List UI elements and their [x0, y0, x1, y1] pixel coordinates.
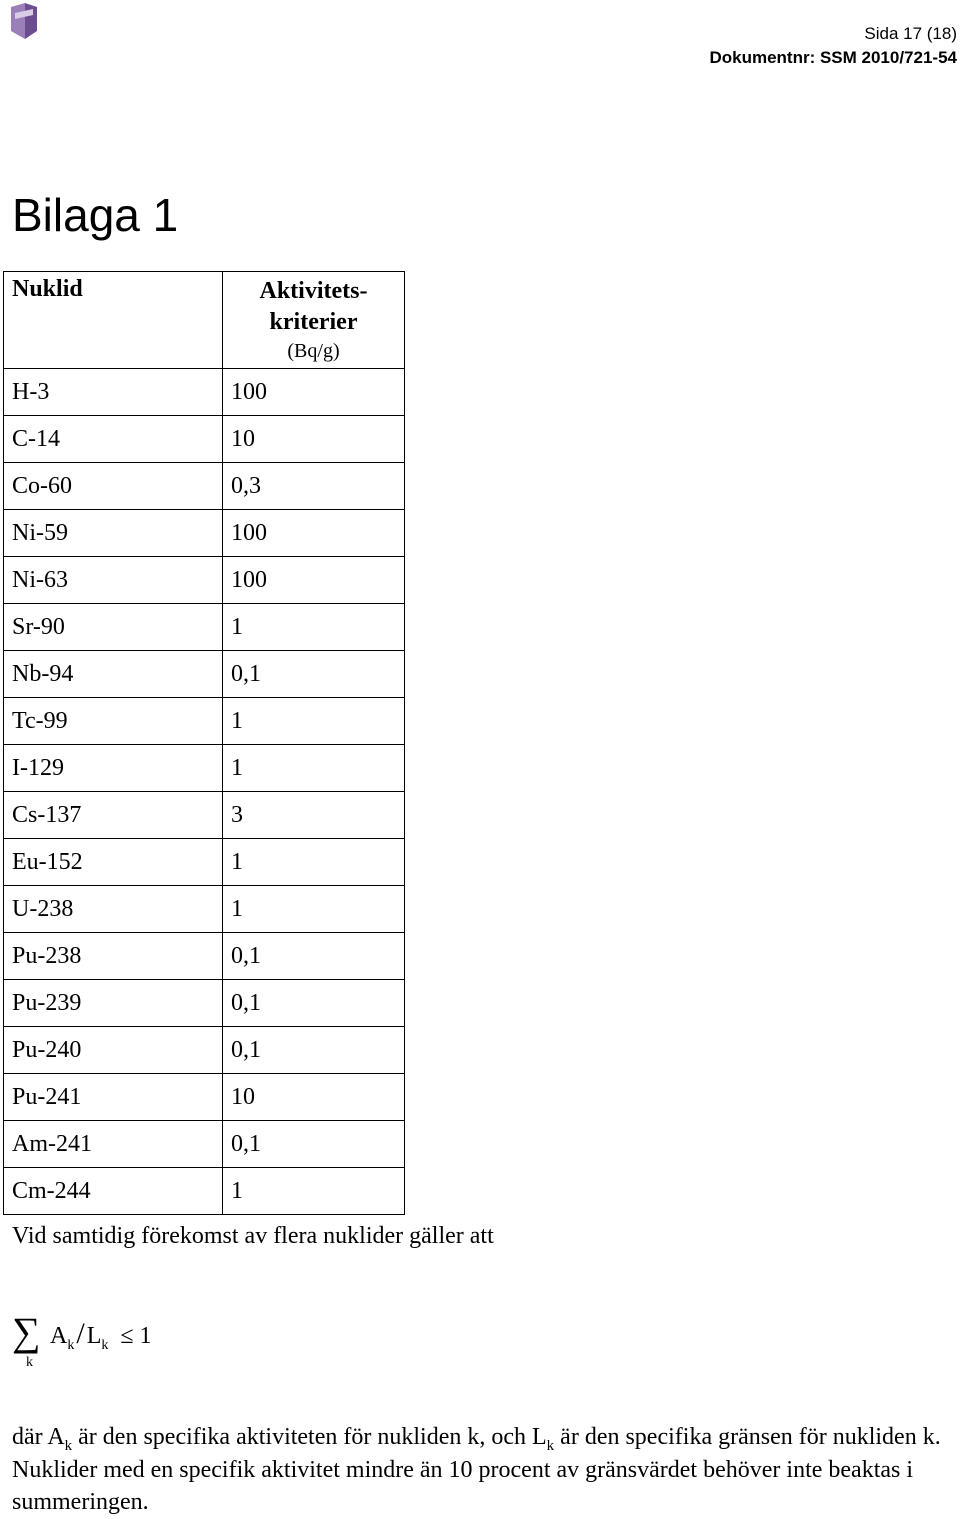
activity-value-cell: 0,1	[223, 1121, 405, 1168]
nuclide-cell: Nb-94	[4, 651, 223, 698]
table-row	[4, 792, 405, 839]
formula-L: L	[86, 1323, 102, 1349]
formula-A: A	[50, 1323, 68, 1349]
activity-value-cell: 0,3	[223, 463, 405, 510]
formula-relation: ≤ 1	[120, 1323, 152, 1349]
nuclide-cell: Co-60	[4, 463, 223, 510]
sigma-symbol: ∑	[12, 1309, 41, 1354]
table-row	[4, 886, 405, 933]
ssm-logo	[9, 3, 39, 43]
sum-formula	[12, 1310, 182, 1380]
nuclide-cell: Sr-90	[4, 604, 223, 651]
nuclide-cell: Cs-137	[4, 792, 223, 839]
activity-value-cell: 1	[223, 698, 405, 745]
table-row	[4, 980, 405, 1027]
logo-shape-left	[11, 3, 25, 39]
nuclide-cell: I-129	[4, 745, 223, 792]
table-row	[4, 1168, 405, 1215]
nuclide-cell: Tc-99	[4, 698, 223, 745]
formula-L-sub: k	[101, 1337, 109, 1353]
nuclide-cell: Pu-241	[4, 1074, 223, 1121]
nuclide-table	[3, 271, 405, 1215]
intro-sentence: Vid samtidig förekomst av flera nuklider gäller att	[12, 1223, 494, 1249]
activity-value-cell: 0,1	[223, 1027, 405, 1074]
nuclide-cell: C-14	[4, 416, 223, 463]
nuclide-cell: Eu-152	[4, 839, 223, 886]
nuclide-cell: H-3	[4, 369, 223, 416]
activity-value-cell: 1	[223, 1168, 405, 1215]
table-row	[4, 416, 405, 463]
table-row	[4, 1027, 405, 1074]
formula-slash: /	[76, 1317, 85, 1350]
table-row	[4, 1074, 405, 1121]
nuclide-cell: Cm-244	[4, 1168, 223, 1215]
activity-value-cell: 100	[223, 369, 405, 416]
nuclide-cell: Pu-239	[4, 980, 223, 1027]
nuclide-cell: Pu-240	[4, 1027, 223, 1074]
table-row	[4, 651, 405, 698]
table-body	[4, 369, 405, 1215]
page-header	[709, 22, 957, 70]
activity-value-cell: 0,1	[223, 933, 405, 980]
activity-value-cell: 1	[223, 604, 405, 651]
paragraph-part1: där A	[12, 1424, 65, 1450]
activity-value-cell: 3	[223, 792, 405, 839]
activity-value-cell: 0,1	[223, 651, 405, 698]
table-row	[4, 745, 405, 792]
sum-index: k	[26, 1355, 33, 1370]
formula-A-sub: k	[67, 1337, 75, 1353]
activity-value-cell: 1	[223, 839, 405, 886]
table-row	[4, 933, 405, 980]
explanation-paragraph	[12, 1421, 952, 1519]
column-header-nuclide: Nuklid	[4, 272, 223, 369]
activity-header-line1: Aktivitets-	[259, 278, 368, 304]
table-header-row	[4, 272, 405, 369]
activity-value-cell: 100	[223, 557, 405, 604]
activity-value-cell: 10	[223, 416, 405, 463]
table-row	[4, 510, 405, 557]
table-row	[4, 463, 405, 510]
activity-value-cell: 100	[223, 510, 405, 557]
table-row	[4, 369, 405, 416]
nuclide-cell: Ni-63	[4, 557, 223, 604]
page-title: Bilaga 1	[12, 189, 179, 241]
document-number: Dokumentnr: SSM 2010/721-54	[709, 48, 957, 67]
paragraph-sub1: k	[64, 1437, 73, 1454]
activity-value-cell: 1	[223, 886, 405, 933]
nuclide-cell: Am-241	[4, 1121, 223, 1168]
activity-header-line2: kriterier	[269, 309, 358, 335]
paragraph-sub2: k	[546, 1437, 555, 1454]
activity-value-cell: 10	[223, 1074, 405, 1121]
table-row	[4, 604, 405, 651]
nuclide-cell: U-238	[4, 886, 223, 933]
table-row	[4, 839, 405, 886]
table-row	[4, 1121, 405, 1168]
formula-expression	[50, 1318, 152, 1362]
activity-value-cell: 0,1	[223, 980, 405, 1027]
table-row	[4, 698, 405, 745]
activity-value-cell: 1	[223, 745, 405, 792]
logo-shape-right	[25, 3, 37, 39]
table-row	[4, 557, 405, 604]
paragraph-part3: är den specifika gränsen för nukliden k. Nuklider med en specifik aktivitet mindre än 10 procent av gränsvärdet behöver inte beaktas i summeringen.	[12, 1424, 941, 1515]
page-number: Sida 17 (18)	[864, 24, 957, 43]
column-header-activity	[223, 272, 405, 369]
nuclide-cell: Ni-59	[4, 510, 223, 557]
paragraph-part2: är den specifika aktiviteten för nukliden k, och L	[72, 1424, 547, 1450]
nuclide-cell: Pu-238	[4, 933, 223, 980]
activity-unit: (Bq/g)	[287, 340, 340, 362]
